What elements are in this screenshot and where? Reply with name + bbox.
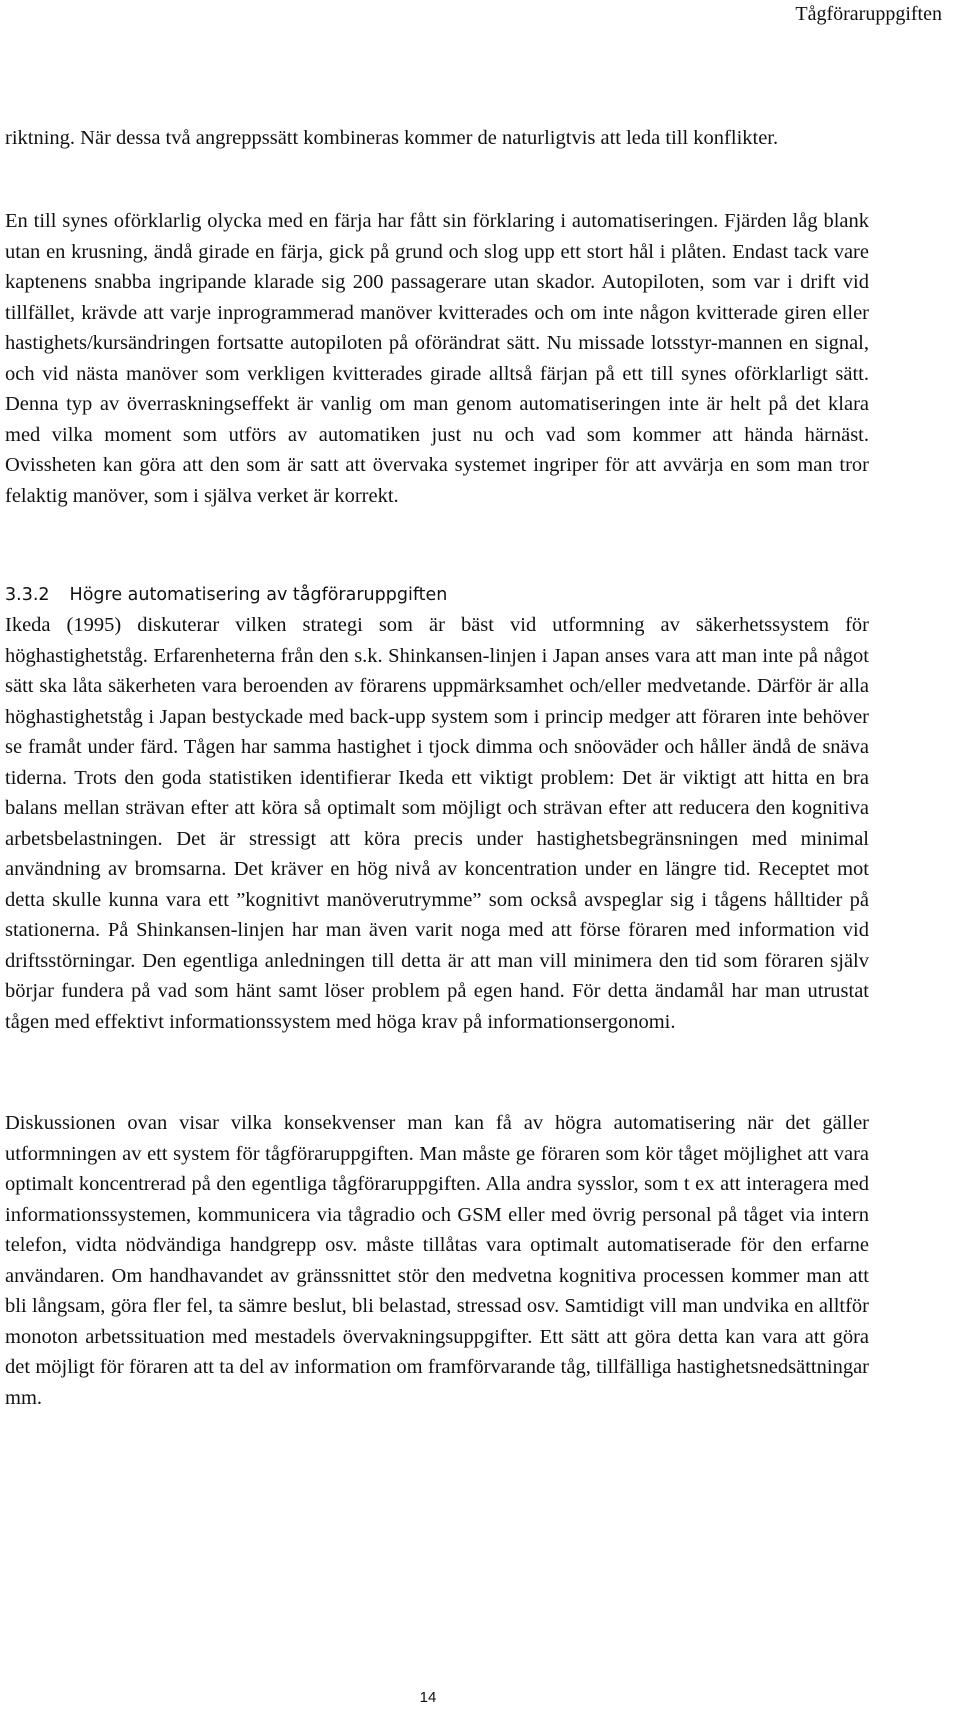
paragraph-ferry-accident: En till synes oförklarlig olycka med en färja har fått sin förklaring i automatiseringen. Fjärden låg blank utan en krusning, ändå girade en färja, gick på grund och slog upp ett stort hål i plåten. Endast tack vare kaptenens snabba ingripande klarade sig 200 passagerare utan skador. Autopiloten, som var i drift vid tillfället, krävde att varje inprogrammerad manöver kvitterades och om inte någon kvitterade giren eller hastighets/kursändringen fortsatte autopiloten på oförändrat sätt. Nu missade lotsstyr-mannen en signal, och vid nästa manöver som verkligen kvitterades girade alltså färjan på ett till synes oförklarligt sätt. Denna typ av överraskningseffekt är vanlig om man genom automatiseringen inte är helt på det klara med vilka moment som utförs av automatiken just nu och vad som kommer att hända härnäst. Ovissheten kan göra att den som är satt att övervaka systemet ingriper för att avvärja en som man tror felaktig manöver, som i själva verket är korrekt. bbox=[5, 210, 869, 507]
running-header: Tågföraruppgiften bbox=[795, 3, 942, 25]
page-number: 14 bbox=[419, 1689, 437, 1706]
section-heading bbox=[5, 583, 447, 607]
paragraph-continuation: riktning. När dessa två angreppssätt kombineras kommer de naturligtvis att leda till konflikter. bbox=[5, 127, 779, 149]
section-title: Högre automatisering av tågföraruppgiften bbox=[69, 585, 448, 605]
paragraph-discussion: Diskussionen ovan visar vilka konsekvenser man kan få av högra automatisering när det gäller utformningen av ett system för tågföraruppgiften. Man måste ge föraren som kör tåget möjlighet att vara optimalt koncentrerad på den egentliga tågföraruppgiften. Alla andra sysslor, som t ex att interagera med informationssystemen, kommunicera via tågradio och GSM eller med övrig personal på tåget via intern telefon, vidta nödvändiga handgrepp osv. måste tillåtas vara optimalt automatiserade för den erfarne användaren. Om handhavandet av gränssnittet stör den medvetna kognitiva processen kommer man att bli långsam, göra fler fel, ta sämre beslut, bli belastad, stressad osv. Samtidigt vill man undvika en alltför monoton arbetssituation med mestadels övervakningsuppgifter. Ett sätt att göra detta kan vara att göra det möjligt för föraren att ta del av information om framförvarande tåg, tillfälliga hastighetsnedsättningar mm. bbox=[5, 1112, 869, 1409]
paragraph-ikeda: Ikeda (1995) diskuterar vilken strategi som är bäst vid utformning av säkerhetssystem för höghastighetståg. Erfarenheterna från den s.k. Shinkansen-linjen i Japan anses vara att man inte på något sätt ska låta säkerheten vara beroenden av förarens uppmärksamhet och/eller medvetande. Därför är alla höghastighetståg i Japan bestyckade med back-upp system som i princip medger att föraren inte behöver se framåt under färd. Tågen har samma hastighet i tjock dimma och snöoväder och håller ändå de snäva tiderna. Trots den goda statistiken identifierar Ikeda ett viktigt problem: Det är viktigt att hitta en bra balans mellan strävan efter att köra så optimalt som möjligt och strävan efter att reducera den kognitiva arbetsbelastningen. Det är stressigt att köra precis under hastighetsbegränsningen med minimal användning av bromsarna. Det kräver en hög nivå av koncentration under en längre tid. Receptet mot detta skulle kunna vara ett ”kognitivt manöverutrymme” som också avspeglar sig i tågens hålltider på stationerna. På Shinkansen-linjen har man även varit noga med att förse föraren med information vid driftsstörningar. Den egentliga anledningen till detta är att man vill minimera den tid som föraren själv börjar fundera på vad som hänt samt löser problem på egen hand. För detta ändamål har man utrustat tågen med effektivt informationssystem med höga krav på informationsergonomi. bbox=[5, 614, 869, 1033]
section-number: 3.3.2 bbox=[5, 585, 50, 605]
